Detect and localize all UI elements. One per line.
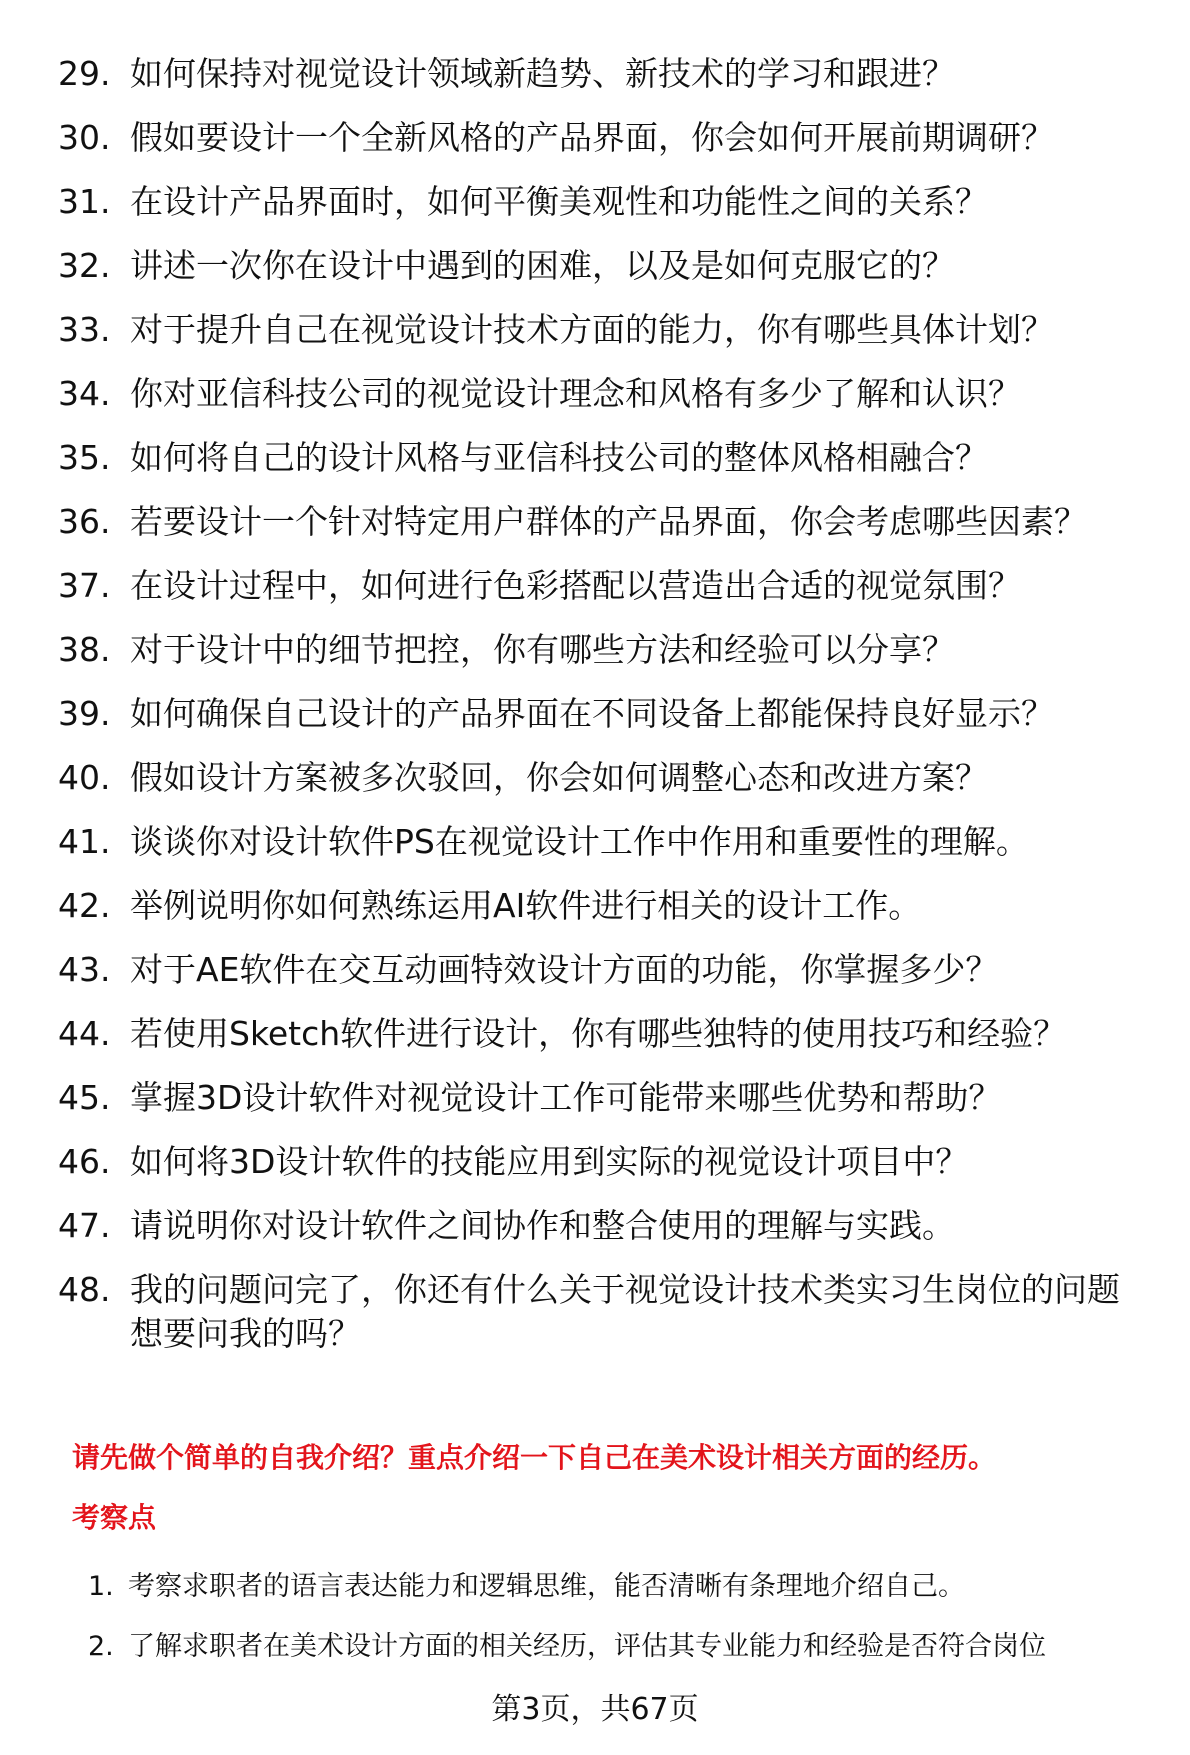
question-text: 讲述一次你在设计中遇到的困难，以及是如何克服它的？ bbox=[130, 246, 955, 285]
question-number: 35. bbox=[58, 438, 111, 477]
point-number: 1. bbox=[88, 1571, 114, 1602]
question-item bbox=[58, 1012, 1148, 1056]
question-item bbox=[58, 52, 1148, 96]
question-item bbox=[58, 436, 1148, 480]
question-number: 36. bbox=[58, 502, 111, 541]
question-number: 48. bbox=[58, 1270, 111, 1309]
question-text: 在设计过程中，如何进行色彩搭配以营造出合适的视觉氛围？ bbox=[130, 566, 1021, 605]
question-item bbox=[58, 1268, 1148, 1356]
question-item bbox=[58, 500, 1148, 544]
question-item bbox=[58, 1076, 1148, 1120]
question-text: 假如设计方案被多次驳回，你会如何调整心态和改进方案？ bbox=[130, 758, 988, 797]
section-heading: 请先做个简单的自我介绍？重点介绍一下自己在美术设计相关方面的经历。 bbox=[72, 1441, 997, 1474]
question-item bbox=[58, 628, 1148, 672]
question-text: 举例说明你如何熟练运用AI软件进行相关的设计工作。 bbox=[130, 886, 922, 925]
question-number: 40. bbox=[58, 758, 111, 797]
question-number: 46. bbox=[58, 1142, 111, 1181]
question-item bbox=[58, 116, 1148, 160]
question-number: 38. bbox=[58, 630, 111, 669]
question-item bbox=[58, 756, 1148, 800]
question-text: 对于设计中的细节把控，你有哪些方法和经验可以分享？ bbox=[130, 630, 955, 669]
question-item bbox=[58, 244, 1148, 288]
question-number: 37. bbox=[58, 566, 111, 605]
list-item bbox=[88, 1628, 1158, 1666]
question-text: 请说明你对设计软件之间协作和整合使用的理解与实践。 bbox=[130, 1206, 955, 1245]
question-number: 34. bbox=[58, 374, 111, 413]
question-text: 如何确保自己设计的产品界面在不同设备上都能保持良好显示？ bbox=[130, 694, 1054, 733]
question-number: 32. bbox=[58, 246, 111, 285]
question-number: 41. bbox=[58, 822, 111, 861]
question-text: 如何保持对视觉设计领域新趋势、新技术的学习和跟进？ bbox=[130, 54, 955, 93]
question-text: 掌握3D设计软件对视觉设计工作可能带来哪些优势和帮助？ bbox=[130, 1078, 1002, 1117]
question-number: 39. bbox=[58, 694, 111, 733]
question-item bbox=[58, 1140, 1148, 1184]
question-item bbox=[58, 564, 1148, 608]
section-subheading: 考察点 bbox=[72, 1501, 157, 1534]
question-item bbox=[58, 308, 1148, 352]
question-text: 你对亚信科技公司的视觉设计理念和风格有多少了解和认识？ bbox=[130, 374, 1021, 413]
question-number: 45. bbox=[58, 1078, 111, 1117]
question-item bbox=[58, 884, 1148, 928]
point-text: 了解求职者在美术设计方面的相关经历，评估其专业能力和经验是否符合岗位 bbox=[128, 1631, 1046, 1662]
question-number: 29. bbox=[58, 54, 111, 93]
question-number: 31. bbox=[58, 182, 111, 221]
list-item bbox=[88, 1568, 1158, 1606]
assessment-points bbox=[88, 1568, 1158, 1688]
question-item bbox=[58, 692, 1148, 736]
question-number: 44. bbox=[58, 1014, 111, 1053]
question-number: 33. bbox=[58, 310, 111, 349]
question-text: 谈谈你对设计软件PS在视觉设计工作中作用和重要性的理解。 bbox=[130, 822, 1029, 861]
question-text: 如何将3D设计软件的技能应用到实际的视觉设计项目中？ bbox=[130, 1142, 969, 1181]
question-number: 42. bbox=[58, 886, 111, 925]
page-number: 第3页，共67页 bbox=[491, 1692, 699, 1727]
question-item bbox=[58, 1204, 1148, 1248]
question-number: 43. bbox=[58, 950, 111, 989]
question-number: 47. bbox=[58, 1206, 111, 1245]
question-item bbox=[58, 948, 1148, 992]
question-text: 若使用Sketch软件进行设计，你有哪些独特的使用技巧和经验？ bbox=[130, 1014, 1067, 1053]
question-text: 假如要设计一个全新风格的产品界面，你会如何开展前期调研？ bbox=[130, 118, 1054, 157]
question-text: 若要设计一个针对特定用户群体的产品界面，你会考虑哪些因素？ bbox=[130, 502, 1087, 541]
question-text: 对于提升自己在视觉设计技术方面的能力，你有哪些具体计划？ bbox=[130, 310, 1054, 349]
question-number: 30. bbox=[58, 118, 111, 157]
question-item bbox=[58, 372, 1148, 416]
question-text: 我的问题问完了，你还有什么关于视觉设计技术类实习生岗位的问题想要问我的吗？ bbox=[130, 1270, 1120, 1353]
question-list bbox=[58, 52, 1148, 1376]
question-item bbox=[58, 180, 1148, 224]
point-number: 2. bbox=[88, 1631, 114, 1662]
question-item bbox=[58, 820, 1148, 864]
question-text: 在设计产品界面时，如何平衡美观性和功能性之间的关系？ bbox=[130, 182, 988, 221]
question-text: 对于AE软件在交互动画特效设计方面的功能，你掌握多少？ bbox=[130, 950, 999, 989]
question-text: 如何将自己的设计风格与亚信科技公司的整体风格相融合？ bbox=[130, 438, 988, 477]
point-text: 考察求职者的语言表达能力和逻辑思维，能否清晰有条理地介绍自己。 bbox=[128, 1571, 965, 1602]
